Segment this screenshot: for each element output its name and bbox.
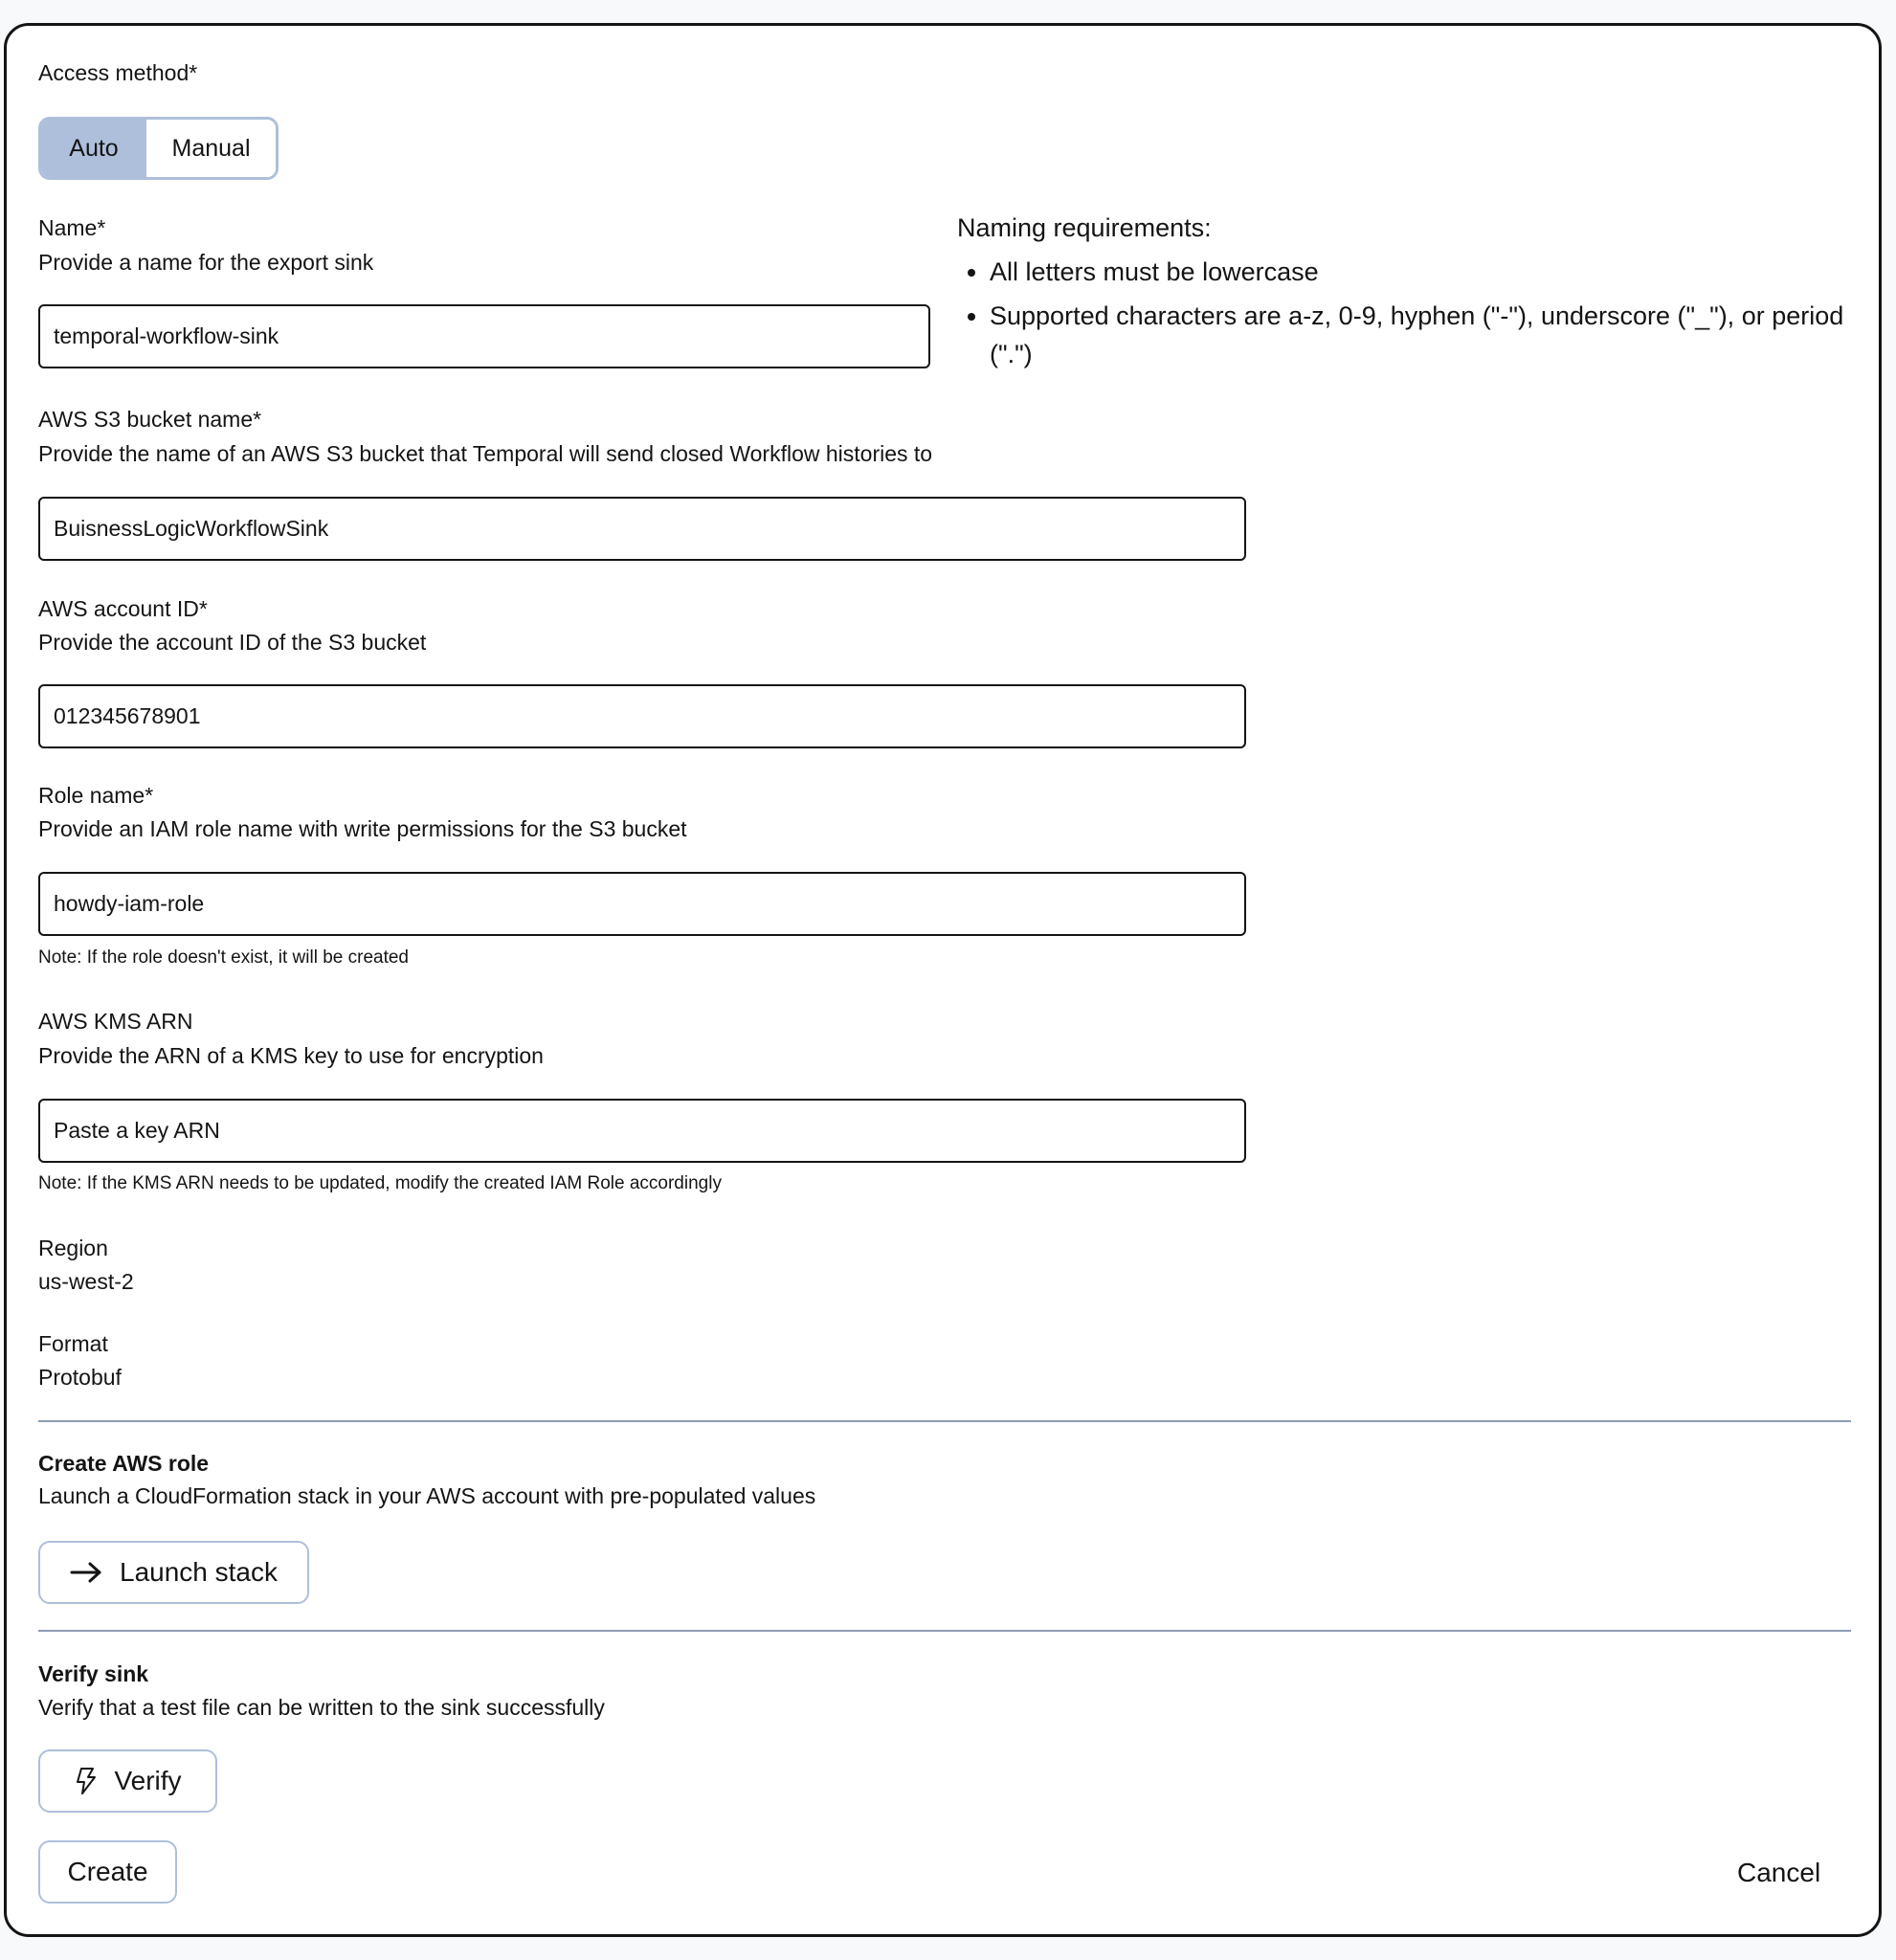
format-label: Format <box>38 1331 108 1356</box>
format-value: Protobuf <box>38 1365 122 1390</box>
role-input[interactable]: howdy-iam-role <box>38 872 1246 936</box>
access-method-manual[interactable]: Manual <box>146 120 276 177</box>
launch-stack-button[interactable] <box>38 1541 309 1604</box>
region-label: Region <box>38 1236 108 1260</box>
verify-button[interactable] <box>38 1749 217 1813</box>
region-value: us-west-2 <box>38 1269 134 1294</box>
verify-label: Verify <box>114 1766 182 1795</box>
kms-note: Note: If the KMS ARN needs to be updated, modify the created IAM Role accordingly <box>38 1173 722 1193</box>
account-input[interactable]: 012345678901 <box>38 684 1246 748</box>
name-input[interactable]: temporal-workflow-sink <box>38 304 930 368</box>
access-method-auto[interactable]: Auto <box>41 120 146 177</box>
create-role-title: Create AWS role <box>38 1451 210 1476</box>
account-label: AWS account ID* <box>38 596 208 621</box>
verify-sink-title: Verify sink <box>38 1661 149 1686</box>
account-description: Provide the account ID of the S3 bucket <box>38 630 427 655</box>
bucket-label: AWS S3 bucket name* <box>38 407 262 432</box>
requirement-item: • Supported characters are a-z, 0-9, hyphen ("-"), underscore ("_"), or period (".") <box>990 297 1870 373</box>
role-note: Note: If the role doesn't exist, it will be created <box>38 947 409 968</box>
launch-stack-label: Launch stack <box>120 1557 278 1587</box>
naming-requirements-title: Naming requirements: <box>957 213 1212 242</box>
create-role-description: Launch a CloudFormation stack in your AWS account with pre-populated values <box>38 1483 816 1508</box>
kms-description: Provide the ARN of a KMS key to use for encryption <box>38 1043 544 1068</box>
create-label: Create <box>67 1857 148 1886</box>
kms-label: AWS KMS ARN <box>38 1009 193 1034</box>
requirement-item: • All letters must be lowercase <box>990 253 1870 291</box>
role-description: Provide an IAM role name with write permissions for the S3 bucket <box>38 816 687 841</box>
access-method-toggle <box>38 117 279 180</box>
bucket-description: Provide the name of an AWS S3 bucket that Temporal will send closed Workflow histories to <box>38 441 933 466</box>
verify-sink-description: Verify that a test file can be written to the sink successfully <box>38 1695 605 1720</box>
arrow-right-icon <box>70 1561 102 1584</box>
lightning-icon <box>74 1767 97 1795</box>
name-description: Provide a name for the export sink <box>38 250 374 275</box>
bucket-input[interactable]: BuisnessLogicWorkflowSink <box>38 497 1246 561</box>
access-method-label: Access method* <box>38 60 198 85</box>
create-button[interactable] <box>38 1840 177 1904</box>
divider <box>38 1630 1851 1632</box>
naming-requirements-list <box>957 253 1870 379</box>
cancel-button[interactable]: Cancel <box>1737 1858 1821 1887</box>
role-label: Role name* <box>38 783 154 808</box>
kms-input[interactable]: Paste a key ARN <box>38 1099 1246 1163</box>
name-label: Name* <box>38 215 106 240</box>
divider <box>38 1420 1851 1422</box>
